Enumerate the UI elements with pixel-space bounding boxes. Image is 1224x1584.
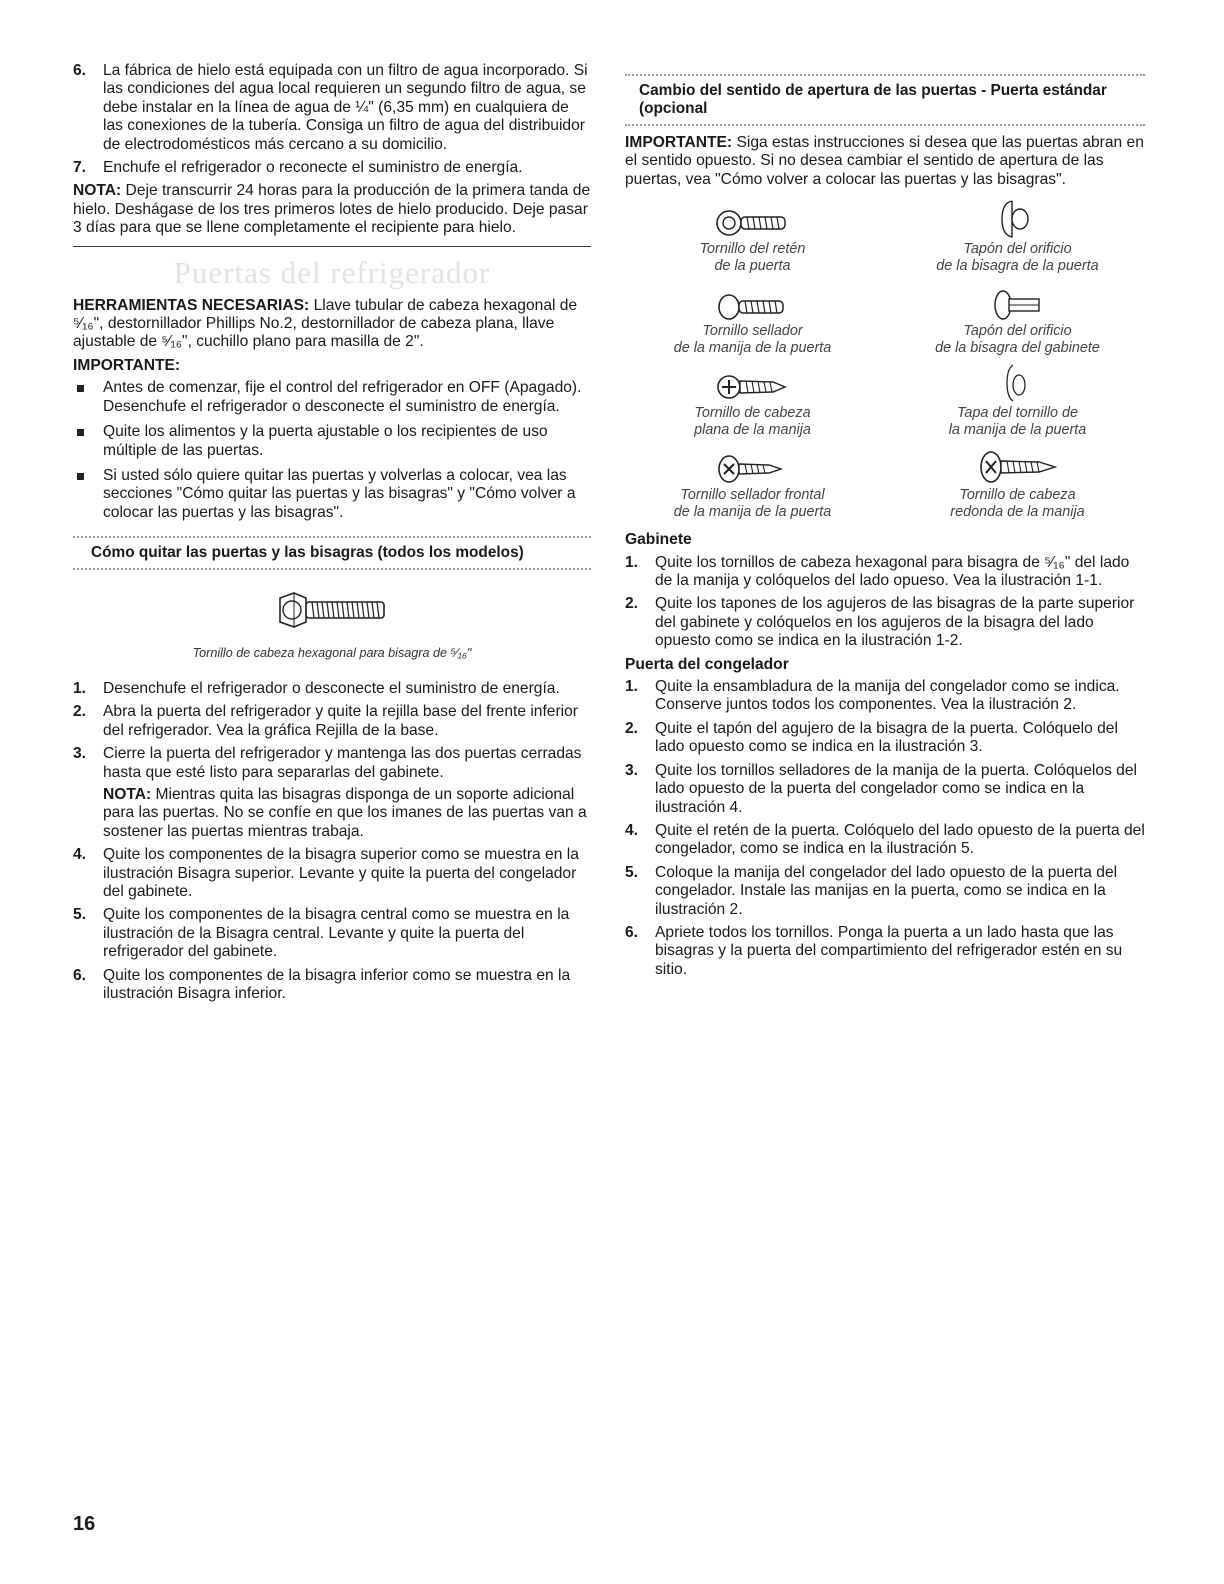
list-item: 7. Enchufe el refrigerador o reconecte el suministro de energía.: [73, 159, 523, 177]
list-item: 1. Desenchufe el refrigerador o desconecte el suministro de energía.: [73, 679, 560, 697]
part-hinge-hole-plug: Tapón del orificio de la bisagra de la puerta: [890, 197, 1145, 275]
list-item: 4. Quite el retén de la puerta. Colóquelo del lado opuesto de la puerta del congelador, como se indica en la ilustración 5.: [625, 821, 1145, 858]
parts-grid: [625, 197, 1145, 521]
list-item: 6. Apriete todos los tornillos. Ponga la puerta a un lado hasta que las bisagras y la puerta del compartimiento del refrigerador estén en su sitio.: [625, 923, 1123, 978]
list-item: 5. Coloque la manija del congelador del lado opuesto de la puerta del congelador. Instale las manijas en la puerta, como se indica en la ilustración 2.: [625, 863, 1118, 918]
bolt-caption: Tornillo de cabeza hexagonal para bisagra de ⁵⁄₁₆": [192, 645, 472, 660]
list-item: 6. La fábrica de hielo está equipada con un filtro de agua incorporado. Si las condiciones del agua local requieren un segundo filtro de agua, se debe instalar en la línea de agua de ¼" (6,35 mm) en cualquiera de las conexiones de la tubería. Consiga un filtro de agua del distribuidor de electrodomésticos más cercano a su domicilio.: [73, 62, 588, 153]
part-handle-seal-screw: Tornillo sellador de la manija de la puerta: [625, 279, 880, 357]
section-divider: [73, 246, 591, 247]
importante-heading: IMPORTANTE:: [73, 356, 181, 374]
tools-paragraph: HERRAMIENTAS NECESARIAS: Llave tubular de cabeza hexagonal de ⁵⁄₁₆", destornillador Phillips No.2, destornillador de cabeza plana, llave ajustable de ⁵⁄₁₆", cuchillo plano para masilla de 2".: [73, 296, 578, 351]
part-cabinet-hinge-plug: Tapón del orificio de la bisagra del gabinete: [890, 279, 1145, 357]
congelador-heading: Puerta del congelador: [625, 655, 789, 673]
list-item: Antes de comenzar, fije el control del refrigerador en OFF (Apagado). Desenchufe el refrigerador o desconecte el suministro de energía.: [73, 379, 591, 416]
part-front-seal-screw: Tornillo sellador frontal de la manija de la puerta: [625, 443, 880, 521]
front-seal-screw-icon: [713, 451, 793, 487]
removal-subhead: Cómo quitar las puertas y las bisagras (todos los modelos): [91, 544, 524, 562]
cabinet-hinge-plug-icon: [983, 287, 1053, 323]
gabinete-heading: Gabinete: [625, 531, 692, 549]
list-item: Quite los alimentos y la puerta ajustable o los recipientes de uso múltiple de las puertas.: [73, 423, 591, 460]
top-steps: [73, 62, 591, 177]
list-item: 2. Abra la puerta del refrigerador y quite la rejilla base del frente inferior del refrigerador. Vea la gráfica Rejilla de la base.: [73, 703, 579, 739]
list-item: 5. Quite los componentes de la bisagra central como se muestra en la ilustración de la Bisagra central. Levante y quite la puerta del refrigerador del gabinete.: [73, 906, 570, 961]
part-handle-screw-cap: Tapa del tornillo de la manija de la puerta: [890, 361, 1145, 439]
list-item: 1. Quite la ensambladura de la manija del congelador como se indica. Conserve juntos todos los componentes. Vea la ilustración 2.: [625, 678, 1120, 714]
page-number: 16: [73, 1513, 96, 1535]
list-item: 3. Cierre la puerta del refrigerador y mantenga las dos puertas cerradas hasta que esté listo para separarlas del gabinete. NOTA: Mientras quita las bisagras disponga de un soporte adicional para las puertas. No se confíe en que los imanes de las puertas van a sostener las puertas mientras trabaja.: [73, 745, 591, 841]
hex-bolt-icon: [272, 590, 392, 630]
handle-seal-screw-icon: [713, 291, 793, 323]
door-stop-screw-icon: [713, 205, 793, 241]
gabinete-steps: [625, 554, 1145, 651]
list-item: Si usted sólo quiere quitar las puertas y volverlas a colocar, vea las secciones "Cómo quitar las puertas y las bisagras" y "Cómo volver a colocar las puertas y las bisagras".: [73, 467, 591, 522]
removal-steps: [73, 680, 591, 1004]
step3-nota: NOTA: Mientras quita las bisagras disponga de un soporte adicional para las puertas. No se confíe en que los imanes de las puertas van a sostener las puertas mientras trabaja.: [103, 785, 587, 840]
reverse-doors-subhead: Cambio del sentido de apertura de las puertas - Puerta estándar (opcional: [639, 82, 1107, 117]
part-round-head-screw: Tornillo de cabeza redonda de la manija: [890, 443, 1145, 521]
importante-paragraph: IMPORTANTE: Siga estas instrucciones si desea que las puertas abran en el sentido opuesto. Si no desea cambiar el sentido de apertura de las puertas, vea "Cómo volver a colocar las puertas y las bisagras".: [625, 134, 1144, 188]
list-item: 2. Quite los tapones de los agujeros de las bisagras de la parte superior del gabinete y colóquelos en los agujeros de la bisagra del lado opuesto como se indica en la ilustración 1-2.: [625, 595, 1135, 650]
dotted-rule: [625, 124, 1145, 126]
nota-paragraph: NOTA: Deje transcurrir 24 horas para la producción de la primera tanda de hielo. Deshágase de los tres primeros lotes de hielo producido. Deje pasar 3 días para que se llene completamente el recipiente para hielo.: [73, 182, 591, 237]
part-flat-head-screw: Tornillo de cabeza plana de la manija: [625, 361, 880, 439]
round-head-screw-icon: [973, 447, 1063, 487]
section-title: Puertas del refrigerador: [173, 254, 491, 290]
list-item: 6. Quite los componentes de la bisagra inferior como se muestra en la ilustración Bisagra inferior.: [73, 966, 571, 1003]
hinge-hole-plug-icon: [988, 197, 1048, 241]
right-column: [625, 62, 1145, 984]
part-door-stop-screw: Tornillo del retén de la puerta: [625, 197, 880, 275]
handle-screw-cap-icon: [993, 361, 1043, 405]
left-column: [73, 62, 591, 1008]
hex-bolt-figure: [73, 590, 591, 635]
importante-bullets: [73, 379, 591, 522]
list-item: 4. Quite los componentes de la bisagra superior como se muestra en la ilustración Bisagra superior. Levante y quite la puerta del congelador del gabinete.: [73, 846, 579, 900]
dotted-rule: [73, 568, 591, 570]
list-item: 2. Quite el tapón del agujero de la bisagra de la puerta. Colóquelo del lado opuesto como se indica en la ilustración 3.: [625, 719, 1118, 756]
flat-head-screw-icon: [713, 369, 793, 405]
list-item: 1. Quite los tornillos de cabeza hexagonal para bisagra de ⁵⁄₁₆" del lado de la manija y colóquelos del lado opueso. Vea la ilustración 1-1.: [625, 553, 1130, 590]
list-item: 3. Quite los tornillos selladores de la manija de la puerta. Colóquelos del lado opuesto de la puerta del congelador como se indica en la ilustración 4.: [625, 761, 1137, 816]
congelador-steps: [625, 678, 1145, 979]
